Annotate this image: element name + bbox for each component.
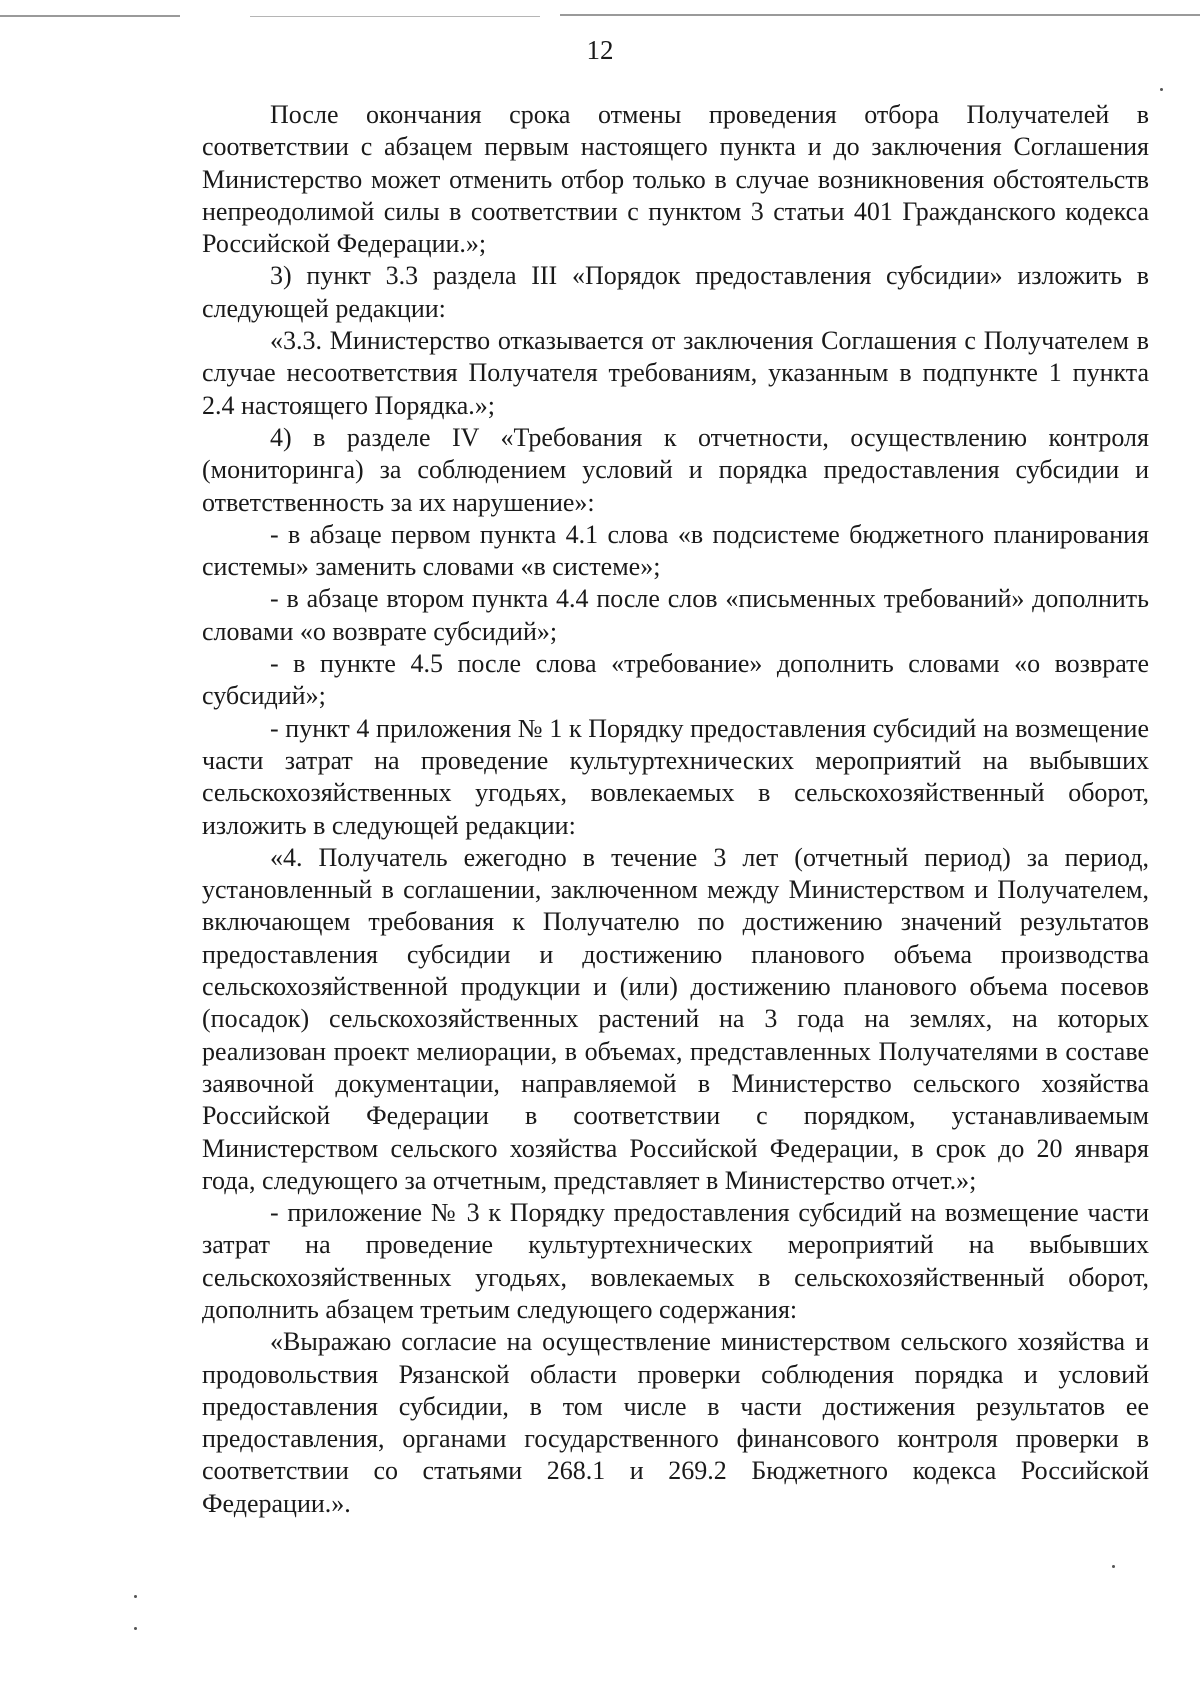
- paragraph: 3) пункт 3.3 раздела III «Порядок предоставления субсидии» изложить в следующей редакции:: [202, 261, 1149, 323]
- scan-speck: [134, 1627, 137, 1630]
- paragraph: - в абзаце втором пункта 4.4 после слов «письменных требований» дополнить словами «о возврате субсидий»;: [202, 584, 1149, 646]
- page-number: 12: [586, 35, 614, 65]
- document-body: [202, 99, 1149, 1520]
- scan-speck: [134, 1595, 137, 1598]
- paragraph: - в абзаце первом пункта 4.1 слова «в подсистеме бюджетного планирования системы» заменить словами «в системе»;: [202, 519, 1149, 582]
- paragraph: «Выражаю согласие на осуществление министерством сельского хозяйства и продовольствия Рязанской области проверки соблюдения порядка и условий предоставления субсидии, в том числе в части достижения результатов ее предоставления, органами государственного финансового контроля проверки в соответствии со статьями 268.1 и 269.2 Бюджетного кодекса Российской Федерации.».: [202, 1327, 1149, 1518]
- scan-speck: [1160, 88, 1163, 91]
- paragraph: 4) в разделе IV «Требования к отчетности, осуществлению контроля (мониторинга) за соблюдением условий и порядка предоставления субсидии и ответственность за их нарушение»:: [202, 422, 1149, 517]
- paragraph: - в пункте 4.5 после слова «требование» дополнить словами «о возврате субсидий»;: [202, 649, 1149, 711]
- paragraph: «3.3. Министерство отказывается от заключения Соглашения с Получателем в случае несоответствия Получателя требованиям, указанным в подпункте 1 пункта 2.4 настоящего Порядка.»;: [202, 326, 1149, 420]
- paragraph: После окончания срока отмены проведения отбора Получателей в соответствии с абзацем первым настоящего пункта и до заключения Соглашения Министерство может отменить отбор только в случае возникновения обстоятельств непреодолимой силы в соответствии с пунктом 3 статьи 401 Гражданского кодекса Российской Федерации.»;: [202, 100, 1149, 259]
- paragraph: - пункт 4 приложения № 1 к Порядку предоставления субсидий на возмещение части затрат на проведение культуртехнических мероприятий на выбывших сельскохозяйственных угодьях, вовлекаемых в сельскохозяйственный оборот, изложить в следующей редакции:: [202, 713, 1149, 840]
- scan-top-edge: [0, 0, 1200, 22]
- scan-speck: [1112, 1565, 1115, 1568]
- paragraph: - приложение № 3 к Порядку предоставления субсидий на возмещение части затрат на проведение культуртехнических мероприятий на выбывших сельскохозяйственных угодьях, вовлекаемых в сельскохозяйственный оборот, дополнить абзацем третьим следующего содержания:: [202, 1198, 1149, 1324]
- paragraph: «4. Получатель ежегодно в течение 3 лет (отчетный период) за период, установленный в соглашении, заключенном между Министерством и Получателем, включающем требования к Получателю по достижению значений результатов предоставления субсидии и достижению планового объема производства сельскохозяйственной продукции и (или) достижению планового объема посевов (посадок) сельскохозяйственных растений на 3 года на землях, на которых реализован проект мелиорации, в объемах, представленных Получателями в составе заявочной документации, направляемой в Министерство сельского хозяйства Российской Федерации в соответствии с порядком, устанавливаемым Министерством сельского хозяйства Российской Федерации, в срок до 20 января года, следующего за отчетным, представляет в Министерство отчет.»;: [202, 842, 1149, 1195]
